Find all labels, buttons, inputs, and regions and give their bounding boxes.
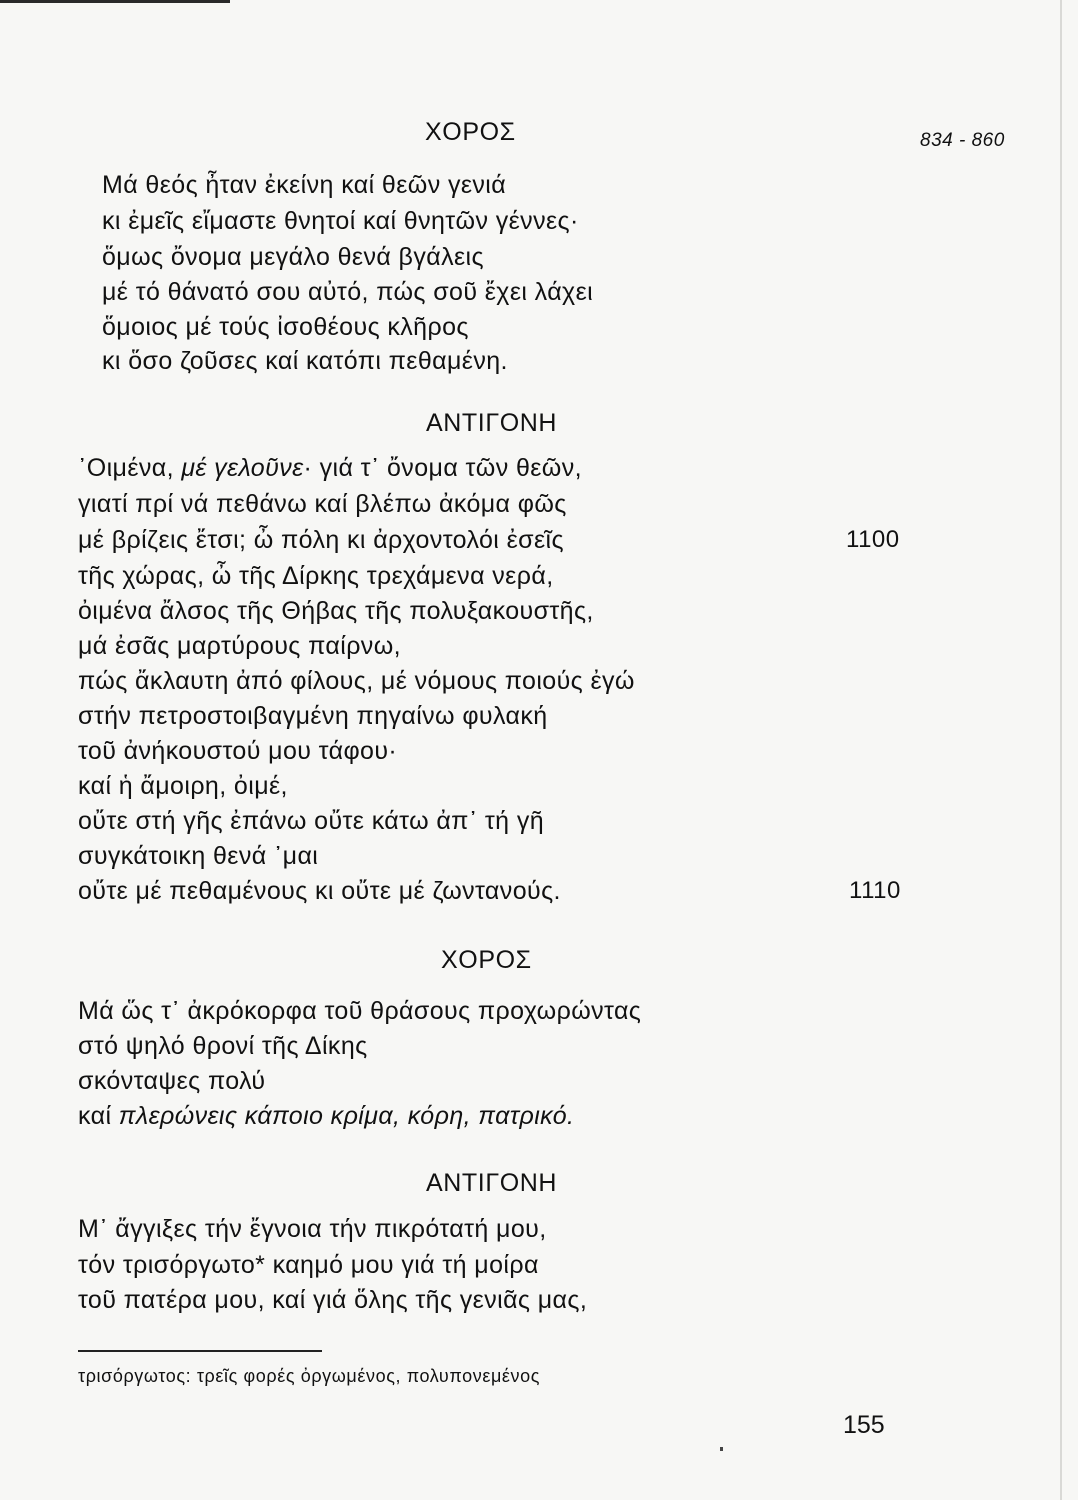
speaker-heading: ΑΝΤΙΓΟΝΗ [426, 409, 558, 437]
top-edge-rule [0, 0, 230, 3]
verse-line: Μ᾿ ἄγγιξες τήν ἔγνοια τήν πικρότατή μου, [78, 1215, 547, 1243]
verse-line: ὀιμένα ἄλσος τῆς Θήβας τῆς πολυξακουστῆς, [78, 597, 594, 625]
page-edge [1060, 0, 1062, 1500]
verse-text-italic: πλερώνεις κάποιο κρίμα, κόρη, πατρικό. [118, 1102, 575, 1130]
verse-line: κι ἐμεῖς εἴμαστε θνητοί καί θνητῶν γέννες· [102, 207, 579, 235]
verse-line: στό ψηλό θρονί τῆς Δίκης [78, 1032, 368, 1060]
footnote-rule [78, 1350, 322, 1352]
verse-line: Μά θεός ἦταν ἐκείνη καί θεῶν γενιά [102, 171, 507, 199]
verse-line: Μά ὥς τ᾿ ἀκρόκορφα τοῦ θράσους προχωρώντας [78, 997, 642, 1025]
line-number: 1100 [846, 526, 900, 553]
scan-speck [720, 1447, 723, 1451]
verse-line: μέ βρίζεις ἔτσι; ὦ πόλη κι ἀρχοντολόι ἐσεῖς [78, 526, 564, 554]
speaker-heading: ΧΟΡΟΣ [441, 946, 532, 974]
verse-line: μά ἐσᾶς μαρτύρους παίρνω, [78, 632, 401, 660]
verse-line: στήν πετροστοιβαγμένη πηγαίνω φυλακή [78, 702, 548, 730]
verse-line: οὔτε στή γῆς ἐπάνω οὔτε κάτω ἀπ᾿ τή γῆ [78, 807, 545, 835]
verse-line: ὅμως ὄνομα μεγάλο θενά βγάλεις [102, 243, 484, 271]
verse-line: καί ἡ ἄμοιρη, ὀιμέ, [78, 772, 288, 800]
verse-line [78, 453, 582, 483]
verse-line: τῆς χώρας, ὦ τῆς Δίρκης τρεχάμενα νερά, [78, 562, 554, 590]
verse-line: γιατί πρί νά πεθάνω καί βλέπω ἀκόμα φῶς [78, 490, 567, 518]
speaker-heading: ΑΝΤΙΓΟΝΗ [426, 1169, 558, 1197]
line-range: 834 - 860 [920, 130, 1005, 151]
verse-line: τοῦ πατέρα μου, καί γιά ὅλης τῆς γενιᾶς μας, [78, 1286, 588, 1314]
verse-line: μέ τό θάνατό σου αὐτό, πώς σοῦ ἔχει λάχει [102, 278, 594, 306]
verse-line: οὔτε μέ πεθαμένους κι οὔτε μέ ζωντανούς. [78, 877, 561, 905]
line-number: 1110 [849, 877, 901, 904]
verse-line: πώς ἄκλαυτη ἀπό φίλους, μέ νόμους ποιούς ἐγώ [78, 667, 635, 695]
page-number: 155 [843, 1411, 885, 1439]
verse-line: συγκάτοικη θενά ᾿μαι [78, 842, 319, 870]
verse-line: σκόνταψες πολύ [78, 1067, 266, 1095]
verse-text: καί [78, 1102, 119, 1130]
verse-text: ᾿Οιμένα, [78, 454, 182, 482]
verse-text: · γιά τ᾿ ὄνομα τῶν θεῶν, [303, 454, 582, 482]
verse-line [78, 1101, 574, 1131]
speaker-heading: ΧΟΡΟΣ [425, 118, 516, 146]
footnote: τρισόργωτος: τρεῖς φορές ὀργωμένος, πολυπονεμένος [78, 1366, 541, 1386]
verse-line: κι ὅσο ζοῦσες καί κατόπι πεθαμένη. [102, 347, 508, 375]
verse-line: τόν τρισόργωτο* καημό μου γιά τή μοίρα [78, 1251, 539, 1279]
verse-line: ὅμοιος μέ τούς ἰσοθέους κλῆρος [102, 313, 469, 341]
verse-line: τοῦ ἀνήκουστού μου τάφου· [78, 737, 398, 765]
verse-text-italic: μέ γελοῦνε [181, 454, 304, 482]
